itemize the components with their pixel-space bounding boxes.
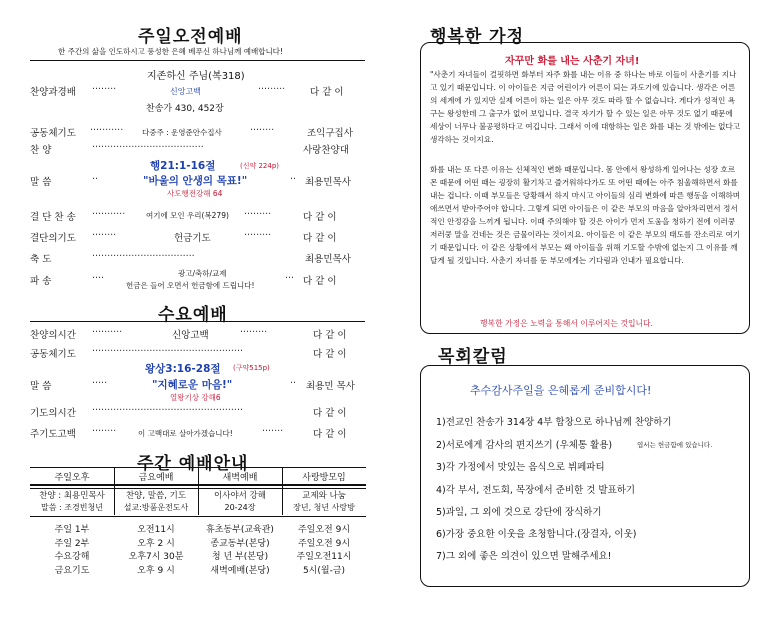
- time-cell: 오후 2 시: [137, 539, 175, 549]
- wed-row-label: 공동체기도: [30, 349, 76, 360]
- family-paragraph: "사춘기 자녀들이 걸핏하면 화부터 자주 화를 내는 이유 중 하나는 바로 이들이 사춘기를 지나고 있기 때문입니다. 이 아이들은 지금 어린이가 어른이 되는 과도기에 있습니다. 생각은 어른의 세계에 가 있지만 실제 어른이 하는 일은 아무 것도 따라 할 수 없습니다. 게다가 성적인 욕구는 왕성한데 그 출구가 없어 보입니다. 결국 자기가 할 수 있는 일은 아무 것도 없기 때문에 세상이 너무나 불공평하다고 여깁니다. 그래서 이에 대항하는 일은 화를 내는 것 밖에는 없다고 생각하는 것이지요.: [430, 70, 741, 144]
- sunday-row-label: 파 송: [30, 276, 52, 287]
- time-cell: 휴초동부(교육관): [206, 525, 274, 535]
- dots: ··································: [92, 251, 195, 262]
- sunday-row-mid: 신앙고백: [170, 87, 201, 96]
- wed-row-label: 기도의시간: [30, 408, 76, 419]
- wed-row-right: 다 같 이: [313, 408, 347, 419]
- time-cell: 새벽예배(본당): [210, 566, 270, 576]
- sermon-note: (신약 224p): [240, 162, 280, 170]
- time-cell: 주일오전 9시: [297, 539, 351, 549]
- pastoral-item: 1)전교인 찬송가 314장 4부 합창으로 하나님께 찬양하기: [436, 417, 672, 428]
- wed-row-right: 다 같 이: [313, 349, 347, 360]
- dots: ·········: [244, 209, 272, 220]
- wed-row-label: 주기도고백: [30, 429, 76, 440]
- pastoral-item: 2)서로에게 감사의 편지쓰기 (우체통 활용): [436, 440, 613, 451]
- time-cell: 종교동부(본당): [210, 539, 270, 549]
- weekly-cell: 이사야서 강해: [214, 491, 266, 501]
- family-box-title: 자꾸만 화를 내는 사춘기 자녀!: [505, 56, 640, 67]
- wed-sermon-series: 열왕기상 강해6: [170, 393, 221, 402]
- sunday-row-right: 다 같 이: [303, 233, 337, 244]
- dots: ·····: [92, 378, 108, 389]
- sunday-row-label: 찬 양: [30, 145, 52, 156]
- dots: ·········: [258, 84, 286, 95]
- dots: ········: [250, 125, 275, 136]
- sunday-row-mid2: 찬송가 430, 452장: [146, 104, 224, 114]
- time-cell: 주일오전 9시: [297, 525, 351, 535]
- time-cell: 오후7시 30분: [128, 552, 184, 562]
- weekly-header-cell: 사랑방모임: [302, 473, 346, 483]
- weekly-cell: 말씀 : 조경빈청년: [41, 503, 103, 512]
- dots: ·····································: [92, 142, 204, 153]
- sunday-row-label: 공동체기도: [30, 128, 76, 139]
- time-cell: 청 년 부(본당): [211, 552, 269, 562]
- wed-row-right: 다 같 이: [313, 330, 347, 341]
- pastoral-item: 6)가장 중요한 이웃을 초청합니다.(장결자, 이웃): [436, 529, 637, 540]
- dots: ····: [92, 273, 105, 284]
- family-paragraph: 화를 내는 또 다른 이유는 신체적인 변화 때문입니다. 몸 안에서 왕성하게 일어나는 성장 호르몬 때문에 어떤 때는 굉장히 활기차고 즐거워하다가도 또 어떤 때에는 아주 침울해하면서 화를 내는 겁니다. 이때 부모들은 당황해서 하지 마시고 아이들의 심리 변화에 따른 행동을 이해하며 애쓰면서 받아주어야 합니다. 그렇게 되면 아이들은 이 같은 부모의 마음을 알아차리면서 정서적인 안정감을 느끼게 됩니다. 이때 주의해야 할 것은 아이가 먼저 도움을 청하기 전에 이러쿵저러쿵 말을 건네는 것은 금물이라는 것이지요. 아이들은 이 같은 부모의 태도를 잔소리로 여기기 때문입니다. 이 같은 상황에서 부모는 왜 아이들을 위해 기도할 수밖에 없는지 그 이유를 깨달게 될 것입니다. 사춘기 자녀를 둔 부모에게는 기다림과 인내가 필요합니다.: [430, 165, 741, 265]
- sunday-row-mid: 헌금기도: [174, 233, 211, 244]
- time-cell: 오전11시: [137, 525, 175, 535]
- wed-sermon-ref: 왕상3:16-28절: [145, 363, 221, 375]
- dots: ·········: [240, 327, 268, 338]
- pastoral-item: 7)그 외에 좋은 의견이 있으면 말해주세요!: [436, 551, 612, 562]
- wed-sermon-title: "지혜로운 마음!": [152, 379, 233, 391]
- weekly-header-cell: 주일오후: [54, 473, 90, 483]
- sunday-row-right: 다 같 이: [303, 276, 337, 287]
- wednesday-title: 수요예배: [158, 305, 228, 325]
- sunday-row-right: 사랑찬양대: [303, 145, 349, 156]
- sermon-series: 사도행전강해 64: [167, 189, 223, 198]
- family-footer: 행복한 가정은 노력을 통해서 이루어지는 것입니다.: [480, 319, 654, 328]
- weekly-cell: 20-24장: [224, 503, 256, 512]
- weekly-cell: 찬양, 말씀, 기도: [125, 491, 187, 501]
- sunday-row-right: 최용민목사: [305, 254, 351, 265]
- dots: ··················································: [92, 346, 243, 357]
- weekly-cell: 장년, 청년 사랑방: [293, 503, 355, 512]
- wed-row-mid: 이 고백대로 살아가겠습니다!: [138, 429, 233, 438]
- sunday-row-label: 결 단 찬 송: [30, 212, 76, 223]
- sunday-row-label: 결단의기도: [30, 233, 76, 244]
- dots: ········: [92, 230, 117, 241]
- sunday-row-right: 최용민목사: [305, 177, 351, 188]
- dots: ··: [290, 174, 297, 185]
- sermon-ref: 행21:1-16절: [150, 160, 216, 172]
- time-cell: 5시(월-금): [302, 566, 346, 576]
- time-cell: 주일오전11시: [296, 552, 352, 562]
- divider: [30, 60, 365, 61]
- pastoral-item-note: 엽서는 헌금함에 있습니다.: [637, 441, 713, 449]
- time-cell: 금요기도: [54, 566, 90, 576]
- weekly-cell: 찬양 : 최용민목사: [39, 491, 105, 501]
- dots: ···········: [92, 209, 126, 220]
- sunday-row-right: 다 같 이: [310, 87, 344, 98]
- wed-row-mid: 신앙고백: [172, 330, 209, 341]
- weekly-title: 주간 예배안내: [137, 454, 249, 474]
- pastoral-item: 4)각 부서, 전도회, 목장에서 준비한 것 발표하기: [436, 485, 636, 496]
- sunday-row-mid: 다중주 : 운영준안수집사: [142, 128, 222, 137]
- wed-row-label: 말 씀: [30, 381, 52, 392]
- sunday-row-right: 조익구집사: [307, 128, 353, 139]
- divider: [30, 516, 366, 517]
- dots: ········: [92, 84, 117, 95]
- divider: [30, 321, 365, 322]
- prelude: 지존하신 주님(복318): [147, 71, 245, 82]
- wed-row-right: 최용민 목사: [306, 381, 355, 392]
- dots: ·········: [244, 230, 272, 241]
- time-cell: 주일 1부: [54, 525, 90, 535]
- sermon-title: "바울의 안생의 목표!": [143, 175, 248, 187]
- pastoral-box-title: 추수감사주일을 은혜롭게 준비합시다!: [470, 384, 652, 397]
- sunday-row-label: 찬양과경배: [30, 87, 76, 98]
- time-cell: 오후 9 시: [137, 566, 175, 576]
- time-cell: 주일 2부: [54, 539, 90, 549]
- weekly-cell: 설교:방품운전도사: [123, 503, 189, 512]
- time-cell: 수요강해: [54, 552, 90, 562]
- sunday-row-label: 축 도: [30, 254, 52, 265]
- dots: ···········: [90, 125, 124, 136]
- wed-row-right: 다 같 이: [313, 429, 347, 440]
- sunday-row-label: 말 씀: [30, 177, 52, 188]
- dots: ·······: [262, 426, 284, 437]
- dots: ··················································: [92, 405, 243, 416]
- sunday-subtitle: 한 주간의 삶을 인도하시고 풍성한 은혜 베푸신 하나님께 예배합니다!: [58, 47, 283, 56]
- sunday-row-mid2: 헌금은 들어 오면서 헌금함에 드립니다!: [126, 281, 255, 290]
- weekly-cell: 교제와 나눔: [302, 491, 346, 501]
- dots: ··: [92, 174, 99, 185]
- sunday-title: 주일오전예배: [138, 27, 243, 47]
- family-title: 행복한 가정: [430, 27, 525, 47]
- weekly-header-cell: 새벽예배: [222, 473, 258, 483]
- pastoral-title: 목회칼럼: [438, 347, 508, 367]
- weekly-header-cell: 금요예배: [138, 473, 174, 483]
- dots: ········: [92, 426, 117, 437]
- pastoral-item: 5)과일, 그 외에 것으로 강단에 장식하기: [436, 507, 602, 518]
- wed-row-label: 찬양의시간: [30, 330, 76, 341]
- sunday-row-mid: 광고/축하/교제: [178, 269, 227, 278]
- pastoral-item: 3)각 가정에서 맛있는 음식으로 뷔페파티: [436, 462, 605, 473]
- dots: ···: [285, 273, 295, 284]
- sunday-row-mid: 여기에 모인 우리(복279): [146, 211, 229, 220]
- wed-sermon-note: (구약515p): [233, 364, 270, 372]
- sunday-row-right: 다 같 이: [303, 212, 337, 223]
- dots: ··: [290, 378, 297, 389]
- dots: ··········: [92, 327, 123, 338]
